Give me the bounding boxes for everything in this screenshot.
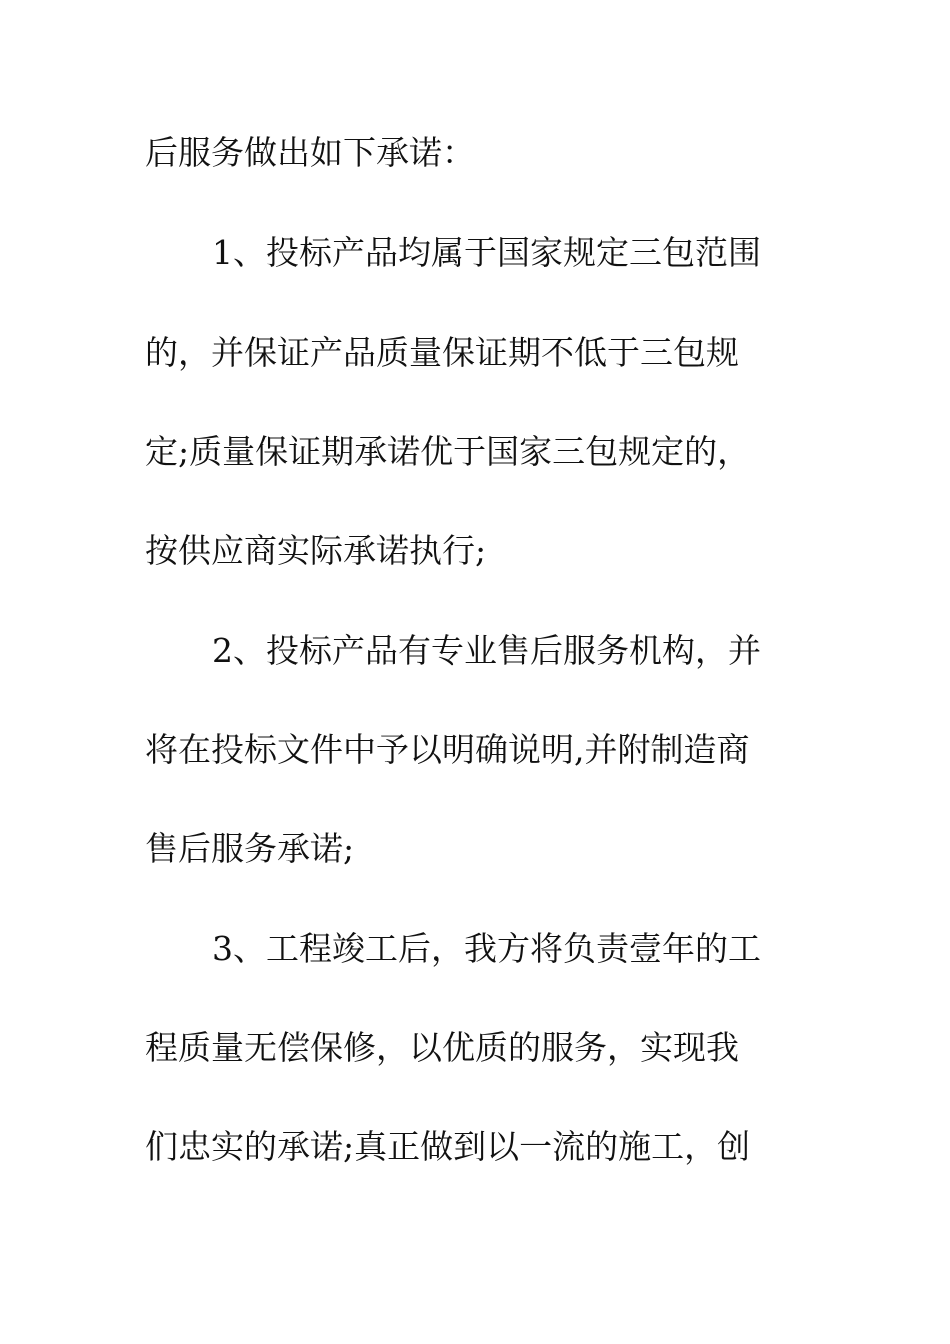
text-line: 按供应商实际承诺执行; bbox=[145, 531, 487, 570]
text-line: 程质量无偿保修，以优质的服务，实现我 bbox=[145, 1028, 739, 1067]
text-line: 们忠实的承诺;真正做到以一流的施工，创 bbox=[145, 1127, 751, 1166]
text-line: 售后服务承诺; bbox=[145, 829, 355, 868]
text-line: 的，并保证产品质量保证期不低于三包规 bbox=[145, 333, 739, 372]
text-line: 定;质量保证期承诺优于国家三包规定的， bbox=[145, 432, 751, 471]
text-line: 1、投标产品均属于国家规定三包范围 bbox=[212, 233, 761, 272]
text-line: 2、投标产品有专业售后服务机构，并 bbox=[212, 631, 761, 670]
text-line: 3、工程竣工后，我方将负责壹年的工 bbox=[212, 929, 761, 968]
text-line: 将在投标文件中予以明确说明,并附制造商 bbox=[145, 730, 750, 769]
text-line: 后服务做出如下承诺： bbox=[145, 133, 475, 172]
